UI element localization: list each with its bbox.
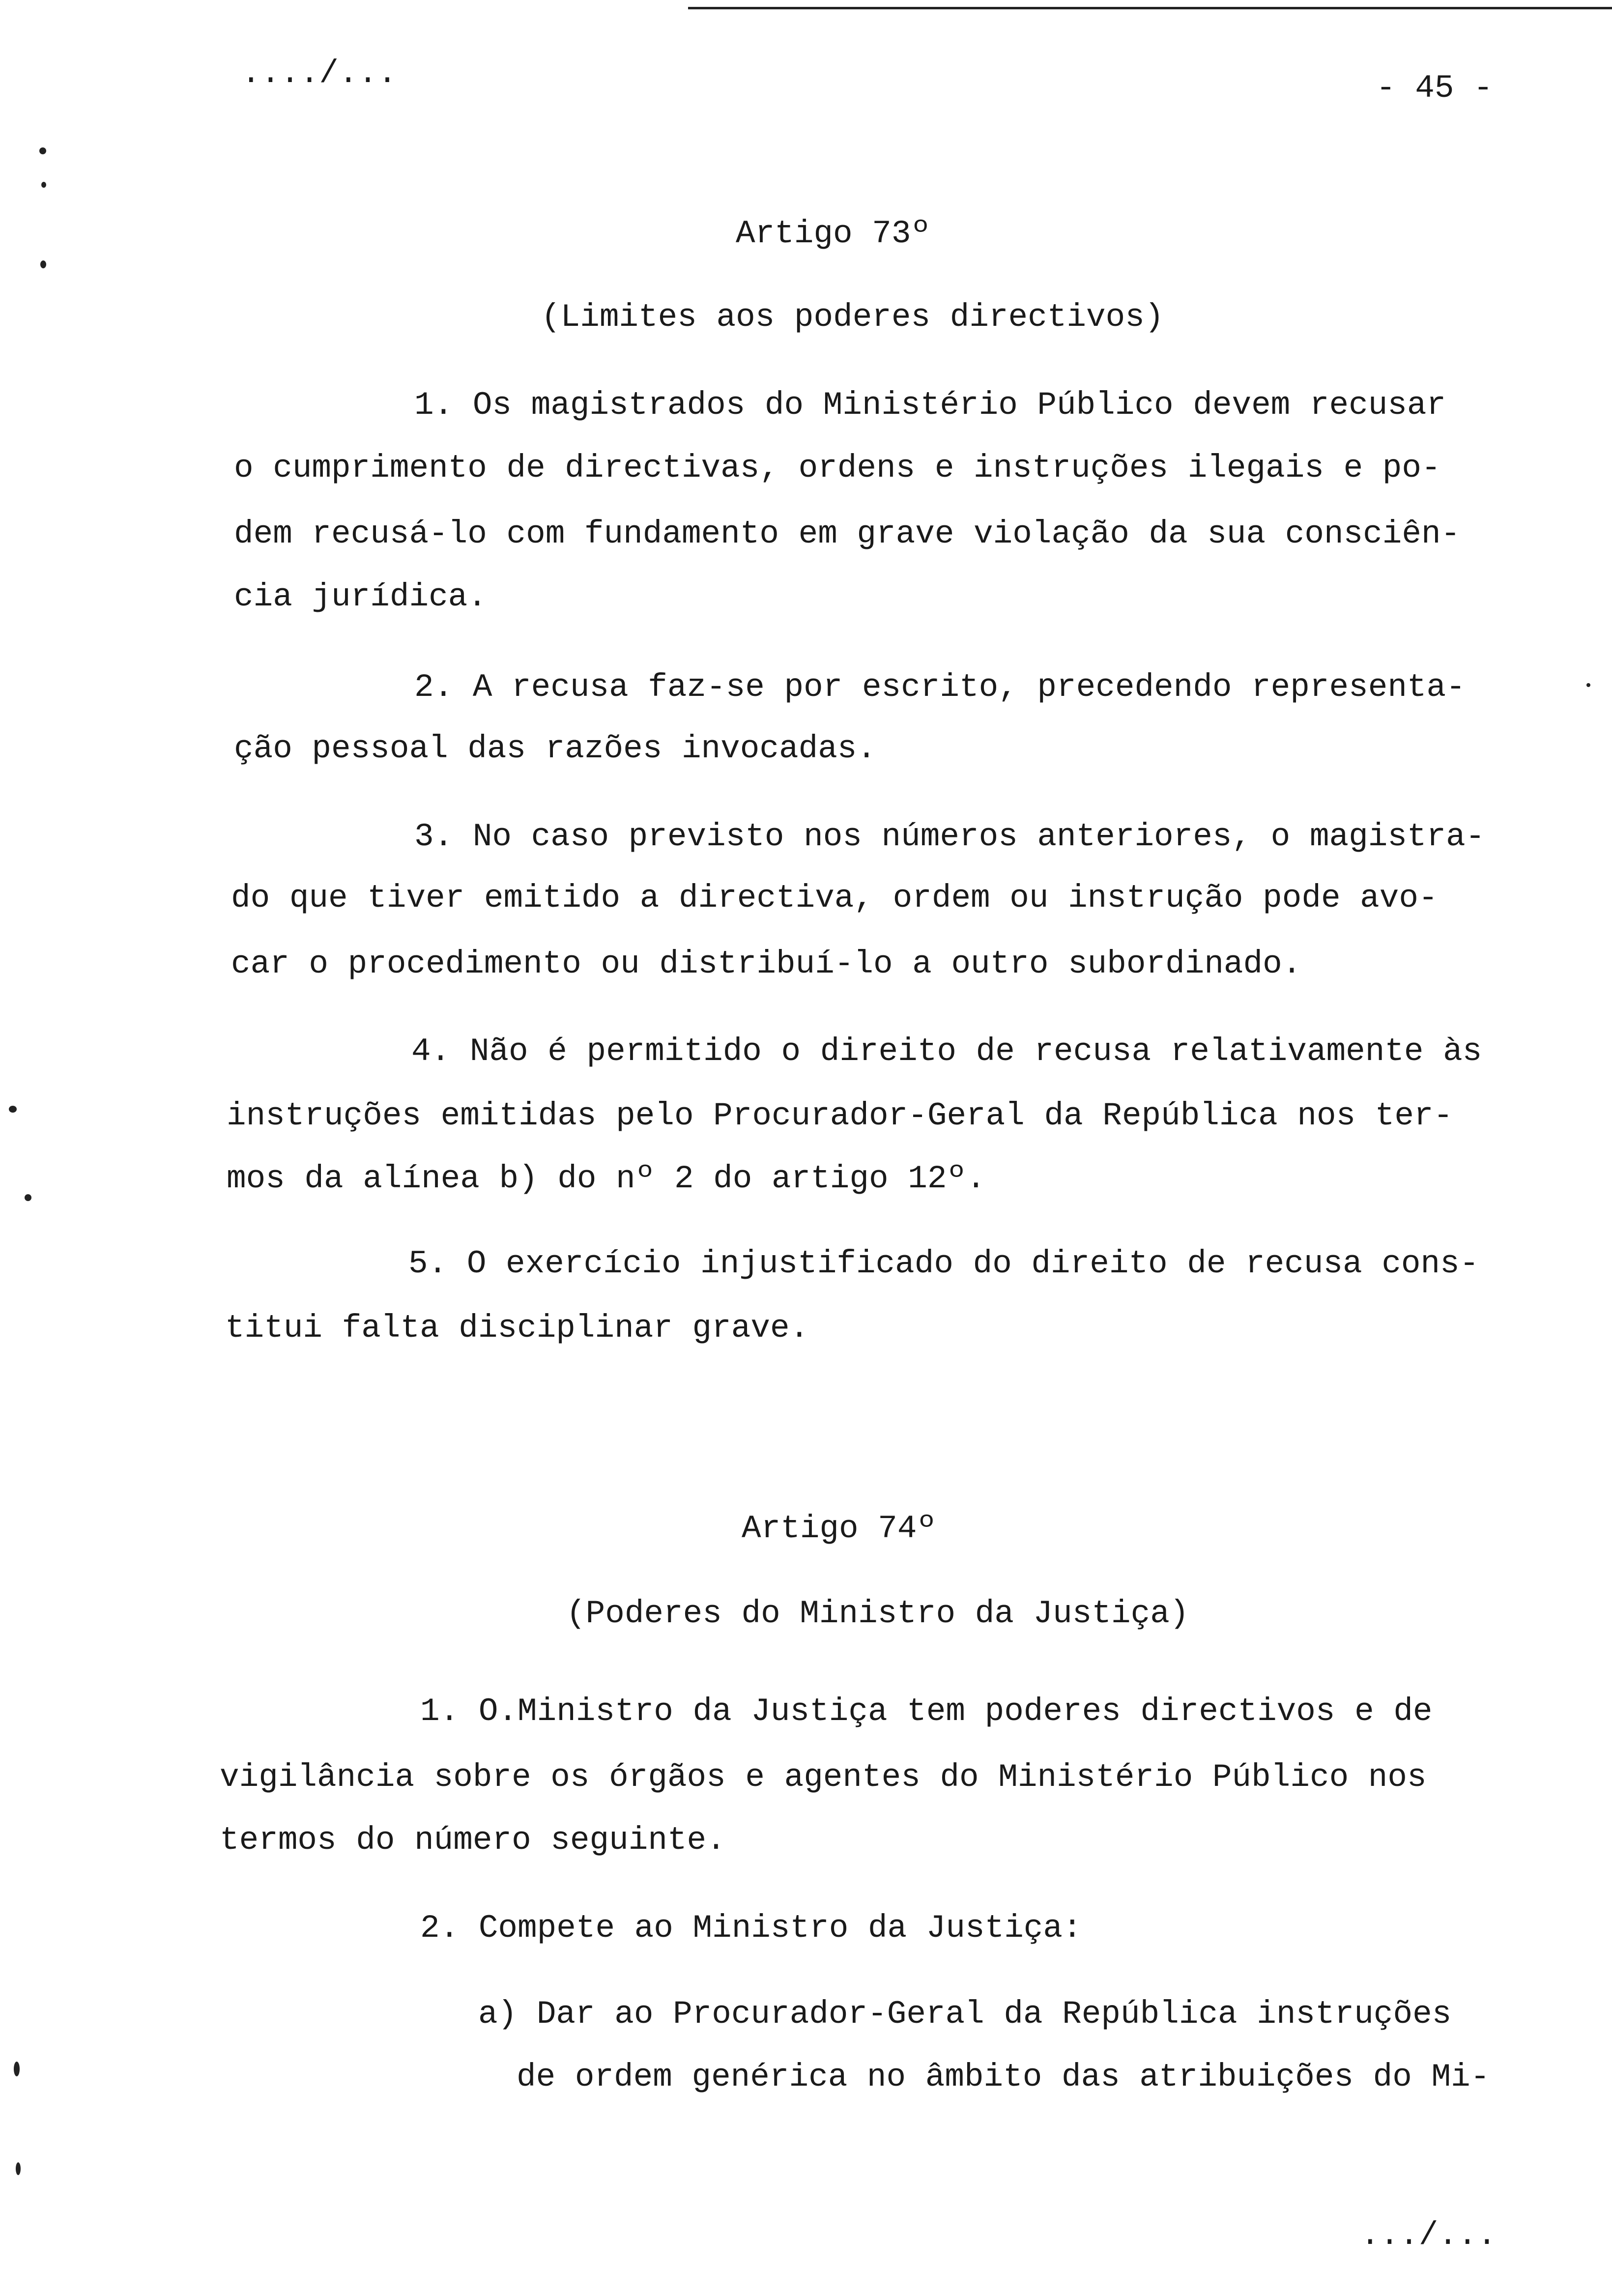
header-continuation: ..../... [241, 55, 397, 92]
scan-speck [39, 147, 46, 154]
paragraph-line: 2. Compete ao Ministro da Justiça: [420, 1910, 1082, 1947]
article-74-subtitle: (Poderes do Ministro da Justiça) [566, 1595, 1189, 1632]
paragraph-line: o cumprimento de directivas, ordens e instruções ilegais e po- [234, 450, 1441, 487]
paragraph-line: 1. Os magistrados do Ministério Público devem recusar [414, 387, 1446, 424]
scan-speck [1586, 683, 1590, 687]
paragraph-line: vigilância sobre os órgãos e agentes do Ministério Público nos [220, 1759, 1427, 1796]
scan-speck [40, 260, 46, 268]
paragraph-line: 3. No caso previsto nos números anteriores, o magistra- [414, 818, 1485, 855]
scan-speck [25, 1194, 31, 1201]
scan-speck [14, 2062, 20, 2076]
footer-continuation: .../... [1360, 2217, 1497, 2254]
paragraph-line: 2. A recusa faz-se por escrito, precedendo representa- [414, 669, 1466, 706]
paragraph-line: 4. Não é permitido o direito de recusa relativamente às [411, 1033, 1482, 1070]
scan-speck [41, 182, 46, 188]
paragraph-line: termos do número seguinte. [220, 1822, 726, 1859]
paragraph-line: car o procedimento ou distribuí-lo a outro subordinado. [231, 946, 1302, 982]
paragraph-line: titui falta disciplinar grave. [225, 1310, 809, 1347]
paragraph-line: ção pessoal das razões invocadas. [234, 730, 877, 767]
article-74-title: Artigo 74º [742, 1510, 937, 1547]
scan-speck [9, 1106, 17, 1113]
scan-edge-line [688, 7, 1612, 9]
paragraph-line: 1. O.Ministro da Justiça tem poderes directivos e de [420, 1693, 1433, 1730]
paragraph-line: instruções emitidas pelo Procurador-Geral da República nos ter- [227, 1097, 1453, 1134]
paragraph-line: do que tiver emitido a directiva, ordem ou instrução pode avo- [231, 880, 1438, 917]
paragraph-line: cia jurídica. [234, 578, 487, 615]
article-73-subtitle: (Limites aos poderes directivos) [541, 299, 1164, 336]
page-number: - 45 - [1376, 70, 1493, 107]
paragraph-line: a) Dar ao Procurador-Geral da República instruções [478, 1996, 1452, 2033]
paragraph-line: de ordem genérica no âmbito das atribuições do Mi- [517, 2059, 1490, 2095]
paragraph-line: dem recusá-lo com fundamento em grave violação da sua consciên- [234, 516, 1461, 552]
paragraph-line: 5. O exercício injustificado do direito de recusa cons- [408, 1245, 1479, 1282]
scan-speck [16, 2162, 21, 2175]
article-73-title: Artigo 73º [736, 215, 931, 252]
paragraph-line: mos da alínea b) do nº 2 do artigo 12º. [227, 1160, 986, 1197]
